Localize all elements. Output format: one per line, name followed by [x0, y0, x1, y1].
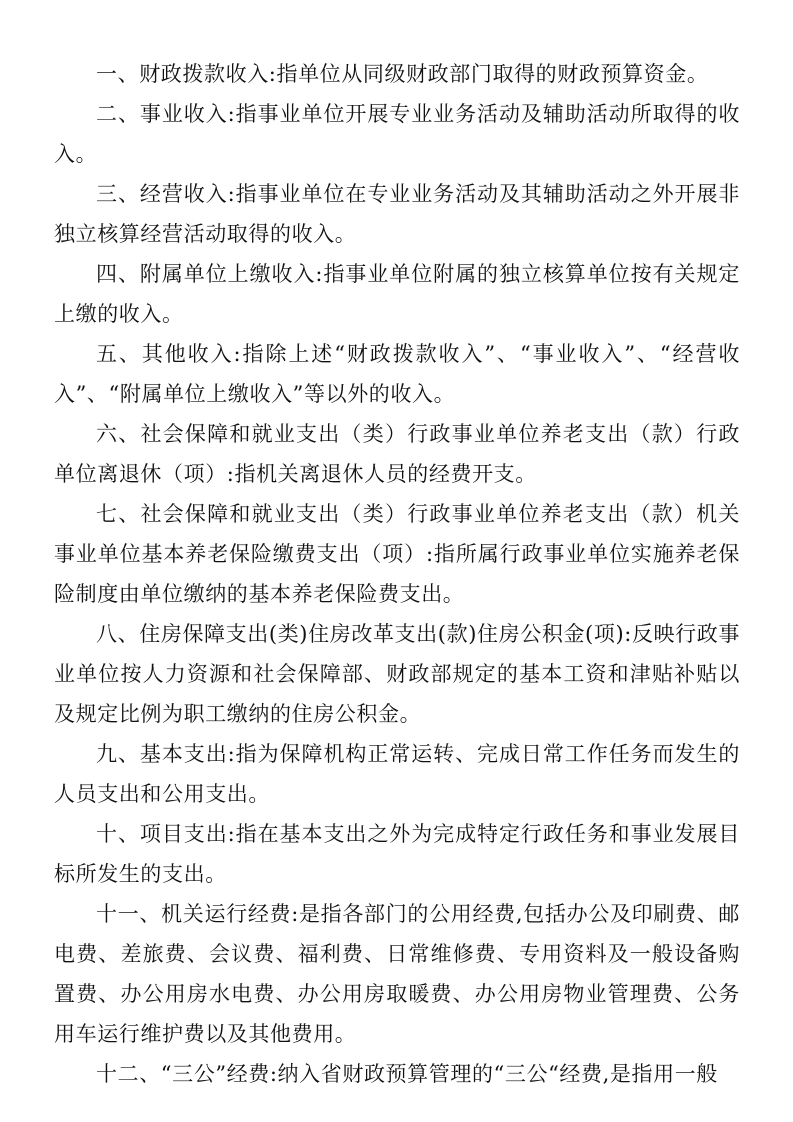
paragraph-6: 六、社会保障和就业支出（类）行政事业单位养老支出（款）行政单位离退休（项）:指机关离退休人员的经费开支。: [54, 422, 740, 486]
paragraph-2: 二、事业收入:指事业单位开展专业业务活动及辅助活动所取得的收入。: [54, 102, 740, 166]
paragraph-9: 九、基本支出:指为保障机构正常运转、完成日常工作任务而发生的人员支出和公用支出。: [54, 742, 740, 806]
paragraph-1: 一、财政拨款收入:指单位从同级财政部门取得的财政预算资金。: [96, 62, 709, 86]
paragraph-11: 十一、机关运行经费:是指各部门的公用经费,包括办公及印刷费、邮电费、差旅费、会议费、福利费、日常维修费、专用资料及一般设备购置费、办公用房水电费、办公用房取暖费、办公用房物业管理费、公务用车运行维护费以及其他费用。: [54, 902, 740, 1046]
paragraph-3: 三、经营收入:指事业单位在专业业务活动及其辅助活动之外开展非独立核算经营活动取得的收入。: [54, 182, 740, 246]
document-body: [54, 54, 740, 1094]
paragraph-5: 五、其他收入:指除上述“财政拨款收入”、“事业收入”、“经营收入”、“附属单位上缴收入”等以外的收入。: [54, 342, 740, 406]
paragraph-12: 十二、“三公”经费:纳入省财政预算管理的“三公“经费,是指用一般: [96, 1062, 718, 1086]
paragraph-4: 四、附属单位上缴收入:指事业单位附属的独立核算单位按有关规定上缴的收入。: [54, 262, 740, 326]
paragraph-10: 十、项目支出:指在基本支出之外为完成特定行政任务和事业发展目标所发生的支出。: [54, 822, 740, 886]
paragraph-8: 八、住房保障支出(类)住房改革支出(款)住房公积金(项):反映行政事业单位按人力资源和社会保障部、财政部规定的基本工资和津贴补贴以及规定比例为职工缴纳的住房公积金。: [54, 622, 740, 726]
paragraph-7: 七、社会保障和就业支出（类）行政事业单位养老支出（款）机关事业单位基本养老保险缴费支出（项）:指所属行政事业单位实施养老保险制度由单位缴纳的基本养老保险费支出。: [54, 502, 740, 606]
